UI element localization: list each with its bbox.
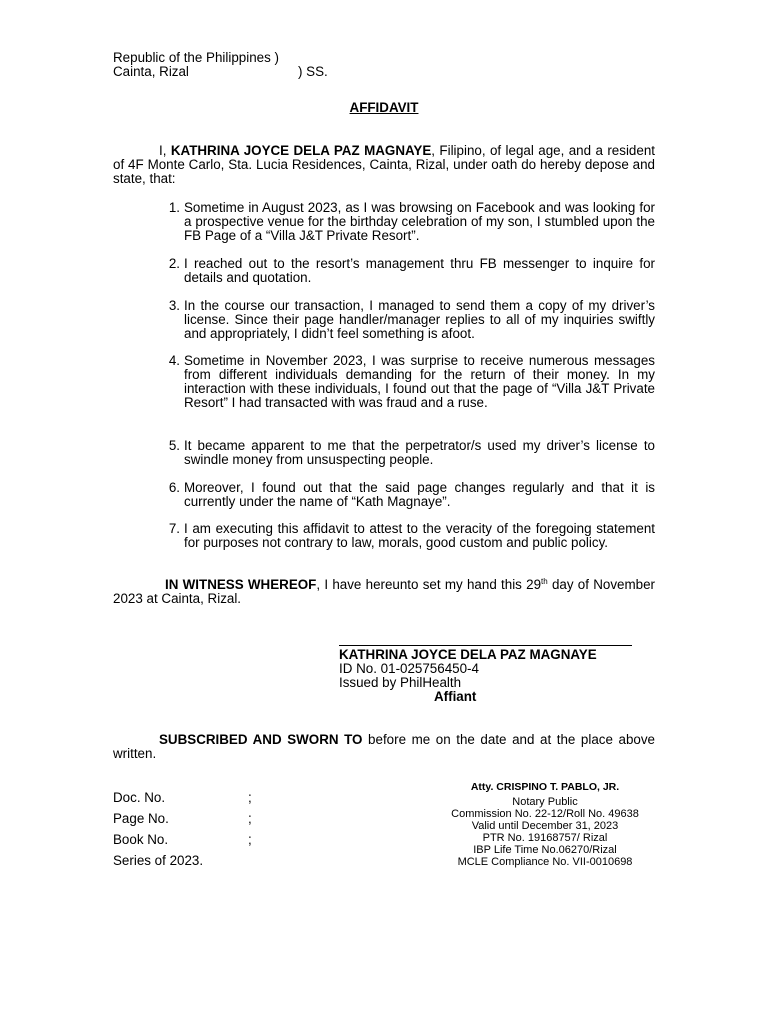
notary-name: Atty. CRISPINO T. PABLO, JR. — [470, 781, 620, 793]
statement-item — [160, 354, 655, 410]
affiant-label: Affiant — [434, 689, 477, 704]
registry-doc-row — [113, 787, 313, 808]
intro-prefix: I, — [159, 143, 171, 158]
affiant-name: KATHRINA JOYCE DELA PAZ MAGNAYE — [339, 647, 597, 662]
item-number: 1. — [168, 200, 180, 215]
item-text: Sometime in November 2023, I was surprise to receive numerous messages from different individuals demanding for the return of their money. In my interaction with these individuals, I found out that the page of “Villa J&T Private Resort” I had transacted with was fraud and a ruse. — [184, 353, 655, 410]
registry-page-row — [113, 808, 313, 829]
notary-block — [420, 781, 670, 868]
notary-mcle: MCLE Compliance No. VII-0010698 — [457, 856, 633, 868]
venue-paren: ) — [274, 50, 280, 65]
registry-semicolon: ; — [248, 790, 252, 805]
notary-ptr: PTR No. 19168757/ Rizal — [482, 832, 608, 844]
witness-lead: IN WITNESS WHEREOF — [165, 577, 317, 592]
affiant-id-issuer: Issued by PhilHealth — [339, 675, 462, 690]
notary-commission: Commission No. 22-12/Roll No. 49638 — [451, 808, 639, 820]
venue-country: Republic of the Philippines — [113, 50, 271, 65]
registry-book-row — [113, 829, 313, 850]
intro-paragraph — [113, 144, 655, 186]
registry-book-label: Book No. — [113, 832, 169, 847]
statement-item — [160, 439, 655, 467]
intro-rest: , Filipino, of legal age, and a resident of 4F Monte Carlo, Sta. Lucia Residences, Cainta, Rizal, under oath do hereby depose and state, that: — [113, 143, 655, 186]
registry-series-row — [113, 850, 313, 871]
registry-series-label: Series of 2023. — [113, 853, 204, 868]
item-text: Moreover, I found out that the said page changes regularly and that it is currently under the name of “Kath Magnaye”. — [184, 480, 655, 509]
notary-validity: Valid until December 31, 2023 — [471, 820, 619, 832]
document-title: AFFIDAVIT — [349, 100, 419, 115]
item-number: 6. — [168, 480, 180, 495]
item-number: 5. — [168, 438, 180, 453]
statement-item — [160, 201, 655, 243]
statement-item — [160, 299, 655, 341]
affiant-id: ID No. 01-025756450-4 — [339, 661, 479, 676]
venue-ss: ) SS. — [298, 64, 328, 79]
jurat-paragraph — [113, 733, 655, 761]
item-text: I reached out to the resort’s management thru FB messenger to inquire for details and quotation. — [184, 256, 655, 285]
notary-ibp: IBP Life Time No.06270/Rizal — [473, 844, 617, 856]
registry-page-label: Page No. — [113, 811, 169, 826]
notarial-registry — [113, 787, 313, 871]
jurat-lead: SUBSCRIBED AND SWORN TO — [159, 732, 363, 747]
registry-semicolon: ; — [248, 811, 252, 826]
witness-paragraph — [113, 578, 655, 606]
item-text: I am executing this affidavit to attest to the veracity of the foregoing statement for purposes not contrary to law, morals, good custom and public policy. — [184, 521, 655, 550]
witness-text-1: , I have hereunto set my hand this 29 — [316, 577, 542, 592]
statement-item — [160, 257, 655, 285]
item-number: 3. — [168, 298, 180, 313]
notary-title: Notary Public — [512, 796, 578, 808]
registry-doc-label: Doc. No. — [113, 790, 166, 805]
statement-item — [160, 481, 655, 509]
statement-item — [160, 522, 655, 550]
signature-line — [339, 645, 632, 646]
venue-locality: Cainta, Rizal — [113, 64, 189, 79]
item-number: 2. — [168, 256, 180, 271]
item-text: In the course our transaction, I managed to send them a copy of my driver’s license. Since their page handler/manager replies to all of my inquiries swiftly and appropriately, I didn’t feel something is afoot. — [184, 298, 655, 341]
affiant-name-inline: KATHRINA JOYCE DELA PAZ MAGNAYE — [170, 143, 432, 158]
item-text: Sometime in August 2023, as I was browsing on Facebook and was looking for a prospective venue for the birthday celebration of my son, I stumbled upon the FB Page of a “Villa J&T Private Resort”. — [184, 200, 655, 243]
venue-caption — [113, 51, 413, 79]
signature-block — [339, 648, 639, 704]
registry-semicolon: ; — [248, 832, 252, 847]
item-number: 4. — [168, 353, 180, 368]
item-number: 7. — [168, 521, 180, 536]
witness-text-2: day of November 2023 at Cainta, Rizal. — [113, 577, 655, 606]
witness-ordinal: th — [541, 577, 548, 586]
jurat-text: before me on the date and at the place above written. — [113, 732, 656, 761]
item-text: It became apparent to me that the perpetrator/s used my driver’s license to swindle money from unsuspecting people. — [184, 438, 655, 467]
